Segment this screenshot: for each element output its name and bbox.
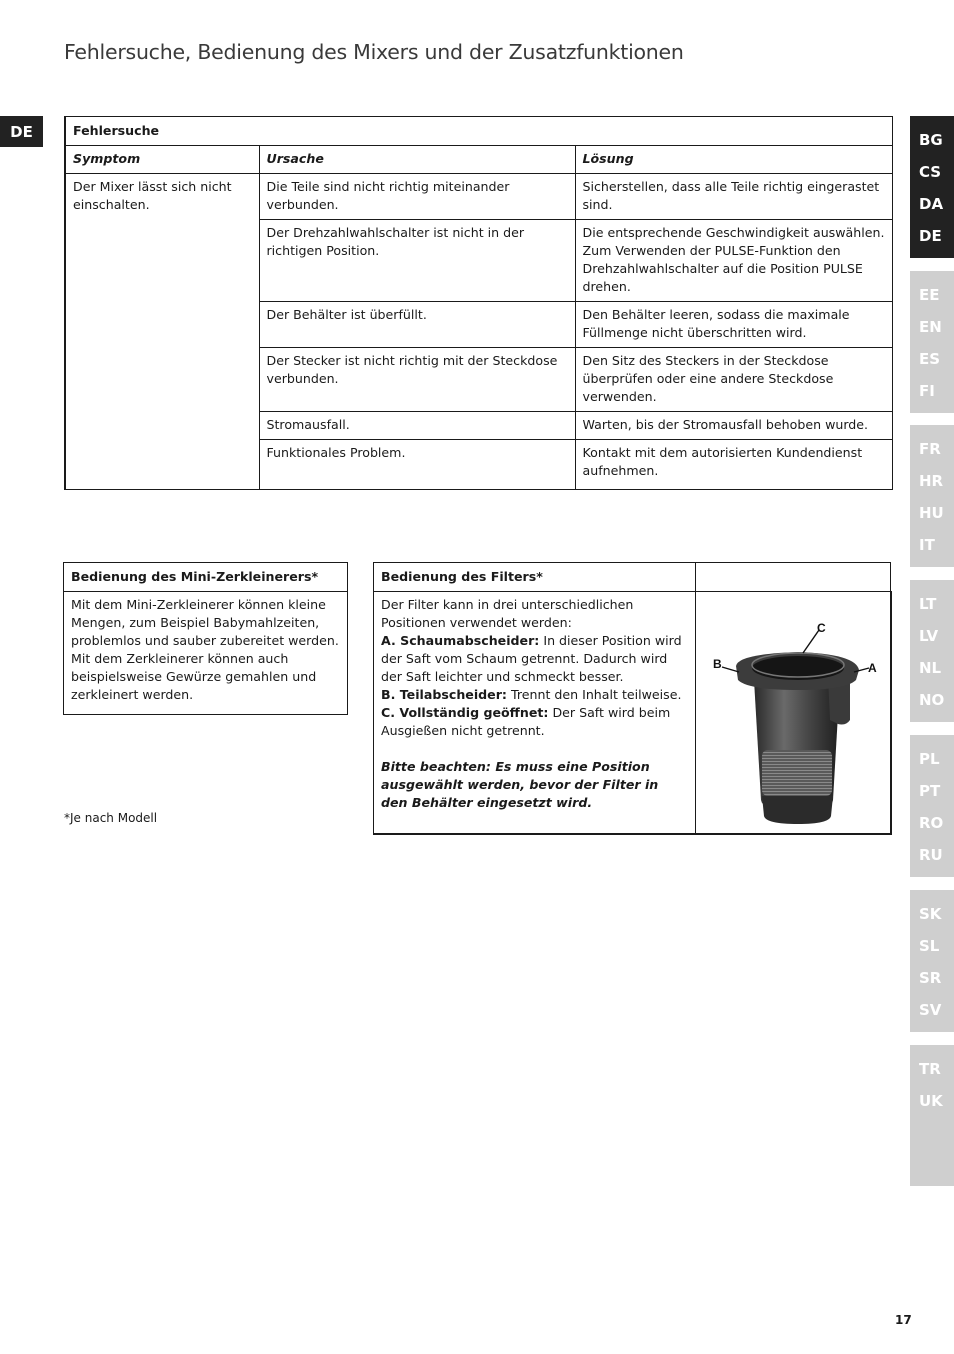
language-group: [910, 425, 954, 567]
language-item-sv[interactable]: SV: [919, 1001, 942, 1019]
language-item-fr[interactable]: FR: [919, 440, 941, 458]
solution-cell: Die entsprechende Geschwindigkeit auswählen. Zum Verwenden der PULSE-Funktion den Drehzahlwahlschalter auf die Position PULSE drehen.: [575, 220, 892, 302]
language-item-da[interactable]: DA: [919, 195, 944, 213]
language-item-ro[interactable]: RO: [919, 814, 944, 832]
filter-option-c: [381, 704, 688, 740]
filter-note: Bitte beachten: Es muss eine Position ausgewählt werden, bevor der Filter in den Behälter eingesetzt wird.: [381, 759, 659, 810]
filter-caption: Bedienung des Filters*: [374, 563, 696, 592]
language-item-fi[interactable]: FI: [919, 382, 935, 400]
header-symptom: Symptom: [65, 146, 259, 174]
filter-image-cell: [696, 592, 891, 834]
language-item-ru[interactable]: RU: [919, 846, 943, 864]
header-solution: Lösung: [575, 146, 892, 174]
mini-chopper-table: [63, 562, 348, 715]
filter-option-a-text: In dieser Position wird der Saft vom Schaum getrennt. Dadurch wird der Saft leichter und schmeckt besser.: [381, 633, 682, 684]
filter-option-b-label: B. Teilabscheider:: [381, 687, 507, 702]
language-item-pl[interactable]: PL: [919, 750, 940, 768]
language-item-ee[interactable]: EE: [919, 286, 940, 304]
troubleshooting-table: [64, 116, 893, 490]
symptom-cell: Der Mixer lässt sich nicht einschalten.: [65, 174, 259, 490]
filter-option-c-label: C. Vollständig geöffnet:: [381, 705, 549, 720]
language-item-en[interactable]: EN: [919, 318, 942, 336]
solution-cell: Kontakt mit dem autorisierten Kundendienst aufnehmen.: [575, 440, 892, 490]
language-group: [910, 1045, 954, 1186]
solution-cell: Den Behälter leeren, sodass die maximale Füllmenge nicht überschritten wird.: [575, 302, 892, 348]
language-item-nl[interactable]: NL: [919, 659, 942, 677]
language-item-pt[interactable]: PT: [919, 782, 941, 800]
cause-cell: Der Drehzahlwahlschalter ist nicht in der richtigen Position.: [259, 220, 575, 302]
language-group: [910, 580, 954, 722]
language-item-hr[interactable]: HR: [919, 472, 944, 490]
language-item-it[interactable]: IT: [919, 536, 935, 554]
page-title: Fehlersuche, Bedienung des Mixers und der Zusatzfunktionen: [64, 40, 684, 64]
language-item-lt[interactable]: LT: [919, 595, 937, 613]
filter-illustration: [696, 592, 889, 832]
footnote: *Je nach Modell: [64, 811, 158, 825]
filter-option-b-text: Trennt den Inhalt teilweise.: [510, 687, 682, 702]
language-item-de[interactable]: DE: [919, 227, 942, 245]
language-item-hu[interactable]: HU: [919, 504, 944, 522]
image-label-c: C: [817, 621, 826, 635]
cause-cell: Die Teile sind nicht richtig miteinander verbunden.: [259, 174, 575, 220]
mini-chopper-caption: Bedienung des Mini-Zerkleinerers*: [64, 563, 348, 592]
language-group: [910, 271, 954, 413]
current-language-badge: DE: [0, 116, 43, 147]
language-item-no[interactable]: NO: [919, 691, 945, 709]
cause-cell: Der Stecker ist nicht richtig mit der Steckdose verbunden.: [259, 348, 575, 412]
language-group: [910, 116, 954, 258]
filter-option-a: [381, 632, 688, 686]
language-item-sl[interactable]: SL: [919, 937, 940, 955]
language-item-tr[interactable]: TR: [919, 1060, 941, 1078]
header-cause: Ursache: [259, 146, 575, 174]
page-number: 17: [895, 1313, 912, 1327]
filter-text-cell: [374, 592, 696, 834]
cause-cell: Der Behälter ist überfüllt.: [259, 302, 575, 348]
language-item-lv[interactable]: LV: [919, 627, 939, 645]
language-item-sr[interactable]: SR: [919, 969, 942, 987]
language-item-uk[interactable]: UK: [919, 1092, 943, 1110]
cause-cell: Stromausfall.: [259, 412, 575, 440]
solution-cell: Den Sitz des Steckers in der Steckdose überprüfen oder eine andere Steckdose verwenden.: [575, 348, 892, 412]
mini-chopper-text: Mit dem Mini-Zerkleinerer können kleine Mengen, zum Beispiel Babymahlzeiten, problemlos und sauber zubereitet werden. Mit dem Zerkleinerer können auch beispielsweise Gewürze gemahlen und zerkleinert werden.: [64, 592, 348, 715]
language-group: [910, 735, 954, 877]
image-label-b: B: [713, 657, 722, 671]
filter-mesh-shape: [762, 750, 832, 796]
image-label-a: A: [868, 661, 877, 675]
language-item-sk[interactable]: SK: [919, 905, 942, 923]
language-item-cs[interactable]: CS: [919, 163, 942, 181]
filter-table: [373, 562, 892, 835]
filter-caption-empty-cell: [696, 563, 891, 592]
solution-cell: Warten, bis der Stromausfall behoben wurde.: [575, 412, 892, 440]
filter-option-b: [381, 686, 688, 704]
filter-option-c-text: Der Saft wird beim Ausgießen nicht getrennt.: [381, 705, 671, 738]
filter-option-a-label: A. Schaumabscheider:: [381, 633, 540, 648]
language-item-es[interactable]: ES: [919, 350, 941, 368]
troubleshooting-caption: Fehlersuche: [65, 117, 892, 146]
solution-cell: Sicherstellen, dass alle Teile richtig eingerastet sind.: [575, 174, 892, 220]
filter-base-shape: [762, 796, 833, 824]
cause-cell: Funktionales Problem.: [259, 440, 575, 490]
table-row: [65, 174, 892, 220]
filter-intro: Der Filter kann in drei unterschiedlichen Positionen verwendet werden:: [381, 597, 634, 630]
language-group: [910, 890, 954, 1032]
language-item-bg[interactable]: BG: [919, 131, 943, 149]
